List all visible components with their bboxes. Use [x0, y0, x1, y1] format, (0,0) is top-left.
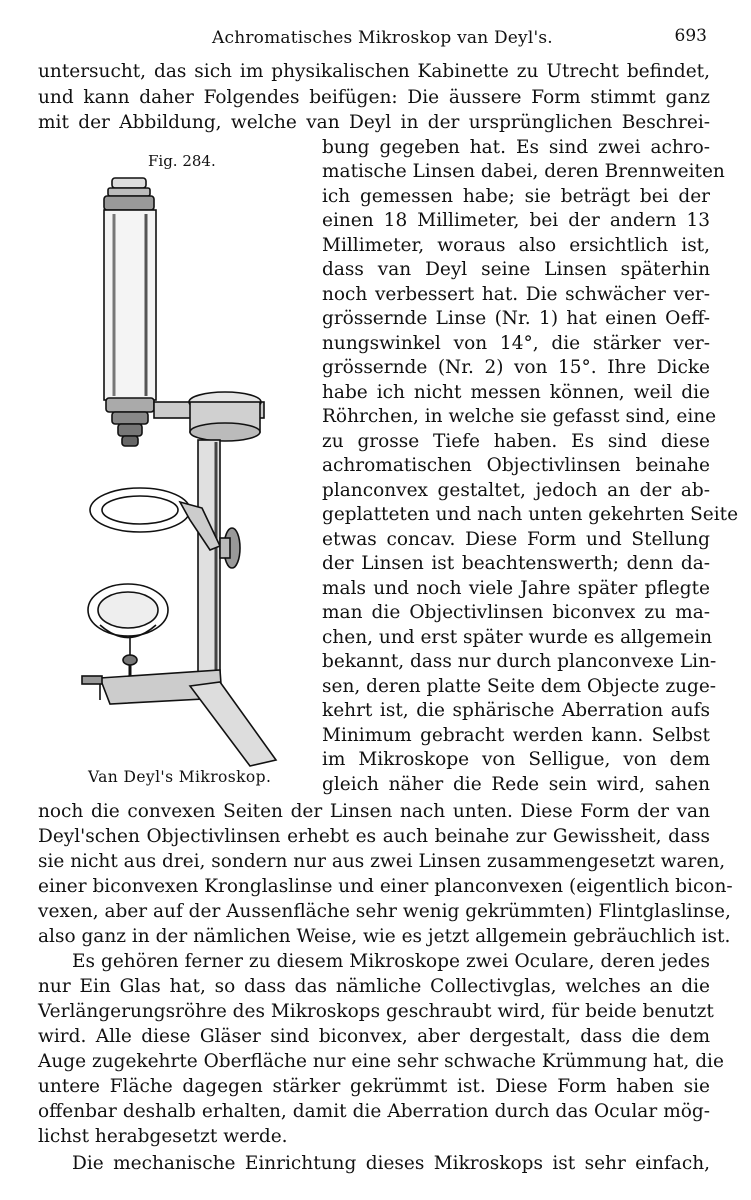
microscope-illustration [70, 170, 305, 770]
text-line: sie nicht aus drei, sondern nur aus zwei Linsen zusammengesetzt waren, [38, 851, 726, 872]
text-line: offenbar deshalb erhalten, damit die Aberration durch das Ocular mög- [38, 1101, 710, 1122]
text-line: lichst herabgesetzt werde. [38, 1126, 288, 1147]
text-line: Röhrchen, in welche sie gefasst sind, eine [322, 406, 717, 427]
text-line: chen, und erst später wurde es allgemein [322, 627, 713, 648]
text-line: noch die convexen Seiten der Linsen nach unten. Diese Form der van [38, 801, 710, 822]
text-line: gleich näher die Rede sein wird, sahen [322, 774, 710, 795]
text-line: Deyl'schen Objectivlinsen erhebt es auch beinahe zur Gewissheit, dass [38, 826, 710, 847]
text-line: grössernde Linse (Nr. 1) hat einen Oeff- [322, 308, 710, 329]
text-line: Auge zugekehrte Oberfläche nur eine sehr schwache Krümmung hat, die [38, 1051, 724, 1072]
text-line: der Linsen ist beachtenswerth; denn da- [322, 553, 710, 574]
text-line: noch verbessert hat. Die schwächer ver- [322, 284, 710, 305]
text-line: man die Objectivlinsen biconvex zu ma- [322, 602, 710, 623]
text-line: also ganz in der nämlichen Weise, wie es jetzt allgemein gebräuchlich ist. [38, 926, 731, 947]
text-line: etwas concav. Diese Form und Stellung [322, 529, 710, 550]
figure-caption: Van Deyl's Mikroskop. [88, 768, 272, 786]
text-line: vexen, aber auf der Aussenfläche sehr wenig gekrümmten) Flintglaslinse, [38, 901, 731, 922]
figure-label: Fig. 284. [148, 152, 216, 170]
text-line: wird. Alle diese Gläser sind biconvex, aber dergestalt, dass die dem [38, 1026, 710, 1047]
text-line: mals und noch viele Jahre später pflegte [322, 578, 710, 599]
text-line: untere Fläche dagegen stärker gekrümmt ist. Diese Form haben sie [38, 1076, 710, 1097]
text-line: Millimeter, woraus also ersichtlich ist, [322, 235, 710, 256]
text-line: zu grosse Tiefe haben. Es sind diese [322, 431, 710, 452]
page-header [0, 24, 751, 54]
text-line: nungswinkel von 14°, die stärker ver- [322, 333, 710, 354]
text-line: untersucht, das sich im physikalischen Kabinette zu Utrecht befindet, [38, 61, 710, 82]
text-line: Die mechanische Einrichtung dieses Mikroskops ist sehr einfach, [72, 1153, 710, 1174]
text-line: Verlängerungsröhre des Mikroskops geschraubt wird, für beide benutzt [38, 1001, 714, 1022]
text-line: grössernde (Nr. 2) von 15°. Ihre Dicke [322, 357, 710, 378]
text-line: matische Linsen dabei, deren Brennweiten [322, 161, 725, 182]
text-line: bung gegeben hat. Es sind zwei achro- [322, 137, 710, 158]
text-line: einer biconvexen Kronglaslinse und einer planconvexen (eigentlich bicon- [38, 876, 733, 897]
text-line: dass van Deyl seine Linsen späterhin [322, 259, 710, 280]
text-line: im Mikroskope von Selligue, von dem [322, 749, 710, 770]
text-line: und kann daher Folgendes beifügen: Die äussere Form stimmt ganz [38, 87, 710, 108]
text-line: mit der Abbildung, welche van Deyl in der ursprünglichen Beschrei- [38, 112, 710, 133]
text-line: bekannt, dass nur durch planconvexe Lin- [322, 651, 717, 672]
text-line: Es gehören ferner zu diesem Mikroskope zwei Oculare, deren jedes [72, 951, 710, 972]
text-line: einen 18 Millimeter, bei der andern 13 [322, 210, 710, 231]
page-number: 693 [674, 26, 707, 46]
text-line: Minimum gebracht werden kann. Selbst [322, 725, 710, 746]
text-line: sen, deren platte Seite dem Objecte zuge- [322, 676, 717, 697]
text-line: geplatteten und nach unten gekehrten Seite [322, 504, 739, 525]
running-title: Achromatisches Mikroskop van Deyl's. [212, 28, 553, 48]
text-line: kehrt ist, die sphärische Aberration aufs [322, 700, 710, 721]
text-line: planconvex gestaltet, jedoch an der ab- [322, 480, 710, 501]
text-line: nur Ein Glas hat, so dass das nämliche Collectivglas, welches an die [38, 976, 710, 997]
text-line: habe ich nicht messen können, weil die [322, 382, 710, 403]
text-line: ich gemessen habe; sie beträgt bei der [322, 186, 710, 207]
text-line: achromatischen Objectivlinsen beinahe [322, 455, 710, 476]
